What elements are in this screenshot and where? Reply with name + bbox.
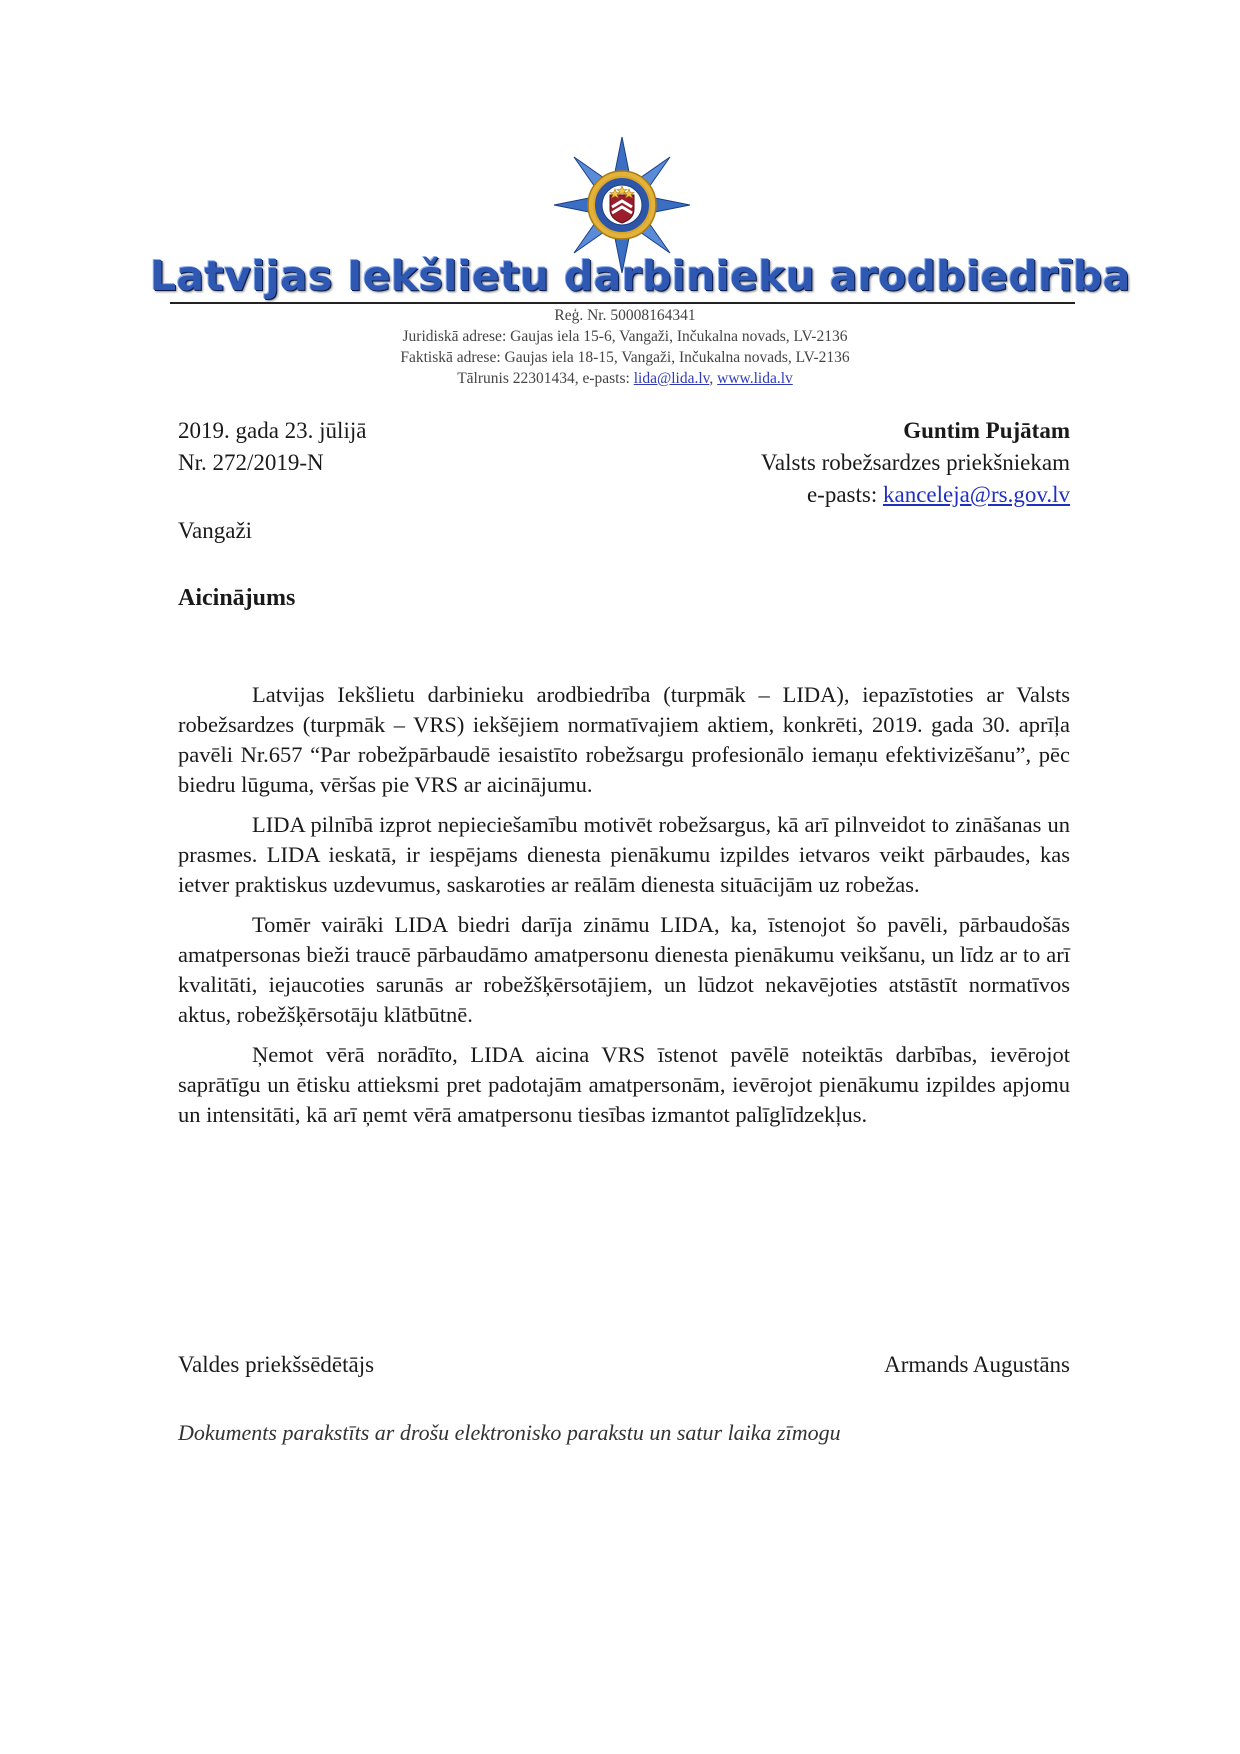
body-paragraph: Ņemot vērā norādīto, LIDA aicina VRS īstenot pavēlē noteiktās darbības, ievērojot saprātīgu un ētisku attieksmi pret padotajām amatpersonām, ievērojot pienākumu izpildes apjomu un intensitāti, kā arī ņemt vērā amatpersonu tiesības izmantot palīglīdzekļus.: [178, 1042, 1070, 1127]
legal-address: Juridiskā adrese: Gaujas iela 15-6, Vangaži, Inčukalna novads, LV-2136: [402, 328, 848, 345]
registration-info: [300, 305, 950, 389]
website-link[interactable]: www.lida.lv: [717, 370, 793, 387]
email-link[interactable]: lida@lida.lv: [633, 370, 710, 387]
signer-name: Armands Augustāns: [884, 1352, 1070, 1377]
contact-line: [300, 368, 950, 389]
header-divider: [170, 302, 1075, 304]
recipient-email-line: [761, 479, 1070, 511]
organization-name: Latvijas Iekšlietu darbinieku arodbiedrība: [150, 252, 1131, 300]
body-paragraph: Tomēr vairāki LIDA biedri darīja zināmu LIDA, ka, īstenojot šo pavēli, pārbaudošās amatpersonas bieži traucē pārbaudāmo amatpersonu dienesta pienākumu veikšanu, un līdz ar to arī kvalitāti, iejaucoties sarunās ar robežšķērsotājiem, un lūdzot nekavējoties atstāstīt normatīvos aktus, robežšķērsotāju klātbūtnē.: [178, 912, 1070, 1027]
letter-meta: [178, 415, 366, 479]
letter-place: Vangaži: [178, 518, 253, 543]
letter-subject: Aicinājums: [178, 585, 296, 611]
recipient-name: Guntim Pujātam: [903, 418, 1070, 443]
letter-date: 2019. gada 23. jūlijā: [178, 418, 367, 443]
registration-number: Reģ. Nr. 50008164341: [554, 307, 696, 324]
contact-separator: ,: [709, 370, 718, 387]
body-paragraph: LIDA pilnībā izprot nepieciešamību motivēt robežsargus, kā arī pilnveidot to zināšanas un prasmes. LIDA ieskatā, ir iespējams dienesta pienākumu izpildes ietvaros veikt pārbaudes, kas ietver praktiskus uzdevumus, saskaroties ar reālām dienesta situācijām uz robežas.: [178, 812, 1070, 897]
actual-address: Faktiskā adrese: Gaujas iela 18-15, Vangaži, Inčukalna novads, LV-2136: [400, 349, 850, 366]
addressee-block: [761, 415, 1070, 511]
signature-note: Dokuments parakstīts ar drošu elektronisko parakstu un satur laika zīmogu: [178, 1420, 841, 1445]
recipient-title: Valsts robežsardzes priekšniekam: [760, 450, 1070, 475]
shield-icon: [610, 195, 634, 223]
recipient-email-link[interactable]: kanceleja@rs.gov.lv: [882, 482, 1070, 507]
letter-number: Nr. 272/2019-N: [178, 450, 324, 475]
body-paragraph: Latvijas Iekšlietu darbinieku arodbiedrība (turpmāk – LIDA), iepazīstoties ar Valsts robežsardzes (turpmāk – VRS) iekšējiem normatīvajiem aktiem, konkrēti, 2019. gada 30. aprīļa pavēli Nr.657 “Par robežpārbaudē iesaistīto robežsargu profesionālo iemaņu efektivizēšanu”, pēc biedru lūguma, vēršas pie VRS ar aicinājumu.: [178, 682, 1070, 797]
phone-text: Tālrunis 22301434, e-pasts:: [457, 370, 634, 387]
signer-role: Valdes priekšsēdētājs: [178, 1352, 375, 1377]
letter-body: [178, 680, 1070, 1140]
recipient-email-label: e-pasts:: [806, 482, 883, 507]
